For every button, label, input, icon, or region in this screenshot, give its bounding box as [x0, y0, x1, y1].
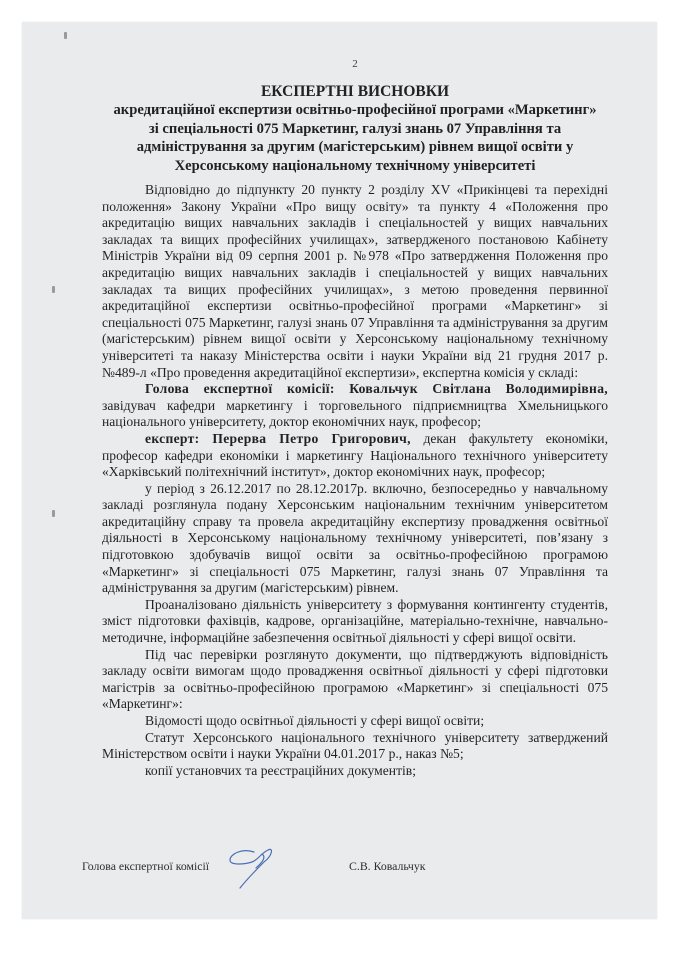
signatory-role: Голова експертної комісії: [82, 859, 210, 873]
document-list-item: Відомості щодо освітньої діяльності у сфері вищої освіти;: [145, 713, 485, 728]
document-list-item: Статут Херсонського національного технічного університету затверджений Міністерством освіти і науки України 04.01.2017 р., наказ №5;: [102, 729, 608, 762]
signatory-name: С.В. Ковальчук: [349, 859, 426, 873]
commission-head-paragraph: [102, 381, 608, 431]
subtitle-line: зі спеціальності 075 Маркетинг, галузі знань 07 Управління та: [148, 120, 562, 137]
analysis-paragraph: Проаналізовано діяльність університету з формування контингенту студентів, зміст підготовки фахівців, кадрове, організаційне, матеріально-технічне, навчально-методичне, інформаційне забезпечення освітньої діяльності у сфері вищої освіти.: [102, 596, 608, 646]
intro-paragraph: Відповідно до підпункту 20 пункту 2 розділу XV «Прикінцеві та перехідні положення» Закону України «Про вищу освіту» та пункту 4 «Положення про акредитацію вищих навчальних закладів і спеціальностей у вищих навчальних закладах та вищих професійних училищах», затвердженого постановою Кабінету Міністрів України від 09 серпня 2001 р. №978 «Про затвердження Положення про акредитацію вищих навчальних закладів і спеціальностей у вищих навчальних закладах та вищих професійних училищах», з метою проведення первинної акредитаційної експертизи освітньо-професійної програми «Маркетинг» зі спеціальності 075 Маркетинг, галузі знань 07 Управління та адміністрування за другим (магістерським) рівнем вищої освіти у Херсонському національному технічному університеті та наказу Міністерства освіти і науки України від 21 грудня 2017 р. №489-л «Про проведення акредитаційної експертизи», експертна комісія у складі:: [102, 182, 608, 380]
page-number: 2: [352, 58, 358, 70]
scanned-page: [22, 22, 657, 919]
document-title: ЕКСПЕРТНІ ВИСНОВКИ: [260, 83, 450, 100]
documents-intro-paragraph: Під час перевірки розглянуто документи, що підтверджують відповідність закладу освіти вимогам щодо провадження освітньої діяльності у сфері підготовки магістрів за освітньо-професійною програмою «Маркетинг» зі спеціальності 075 «Маркетинг»:: [102, 646, 608, 712]
expert-paragraph: [102, 431, 608, 481]
commission-head-label: Голова експертної комісії: Ковальчук Світлана Володимирівна,: [145, 381, 608, 397]
document-list-item: копії установчих та реєстраційних документів;: [145, 762, 416, 778]
subtitle-line: акредитаційної експертизи освітньо-професійної програми «Маркетинг»: [113, 102, 597, 118]
subtitle-line: адміністрування за другим (магістерським) рівнем вищої освіти у: [136, 139, 574, 156]
signature-icon: [222, 844, 292, 892]
document-body: [102, 182, 608, 779]
commission-head-details: завідувач кафедри маркетингу і торговельного підприємництва Хмельницького національного університету, доктор економічних наук, професор;: [102, 397, 608, 430]
expert-details: декан факультету економіки, професор кафедри економіки і маркетингу Національного технічного університету «Харківський політехнічний інститут», доктор економічних наук, професор;: [102, 430, 608, 480]
punch-mark: [52, 286, 55, 293]
signature-footer: [82, 858, 642, 898]
subtitle-line: Херсонському національному технічному університеті: [174, 157, 536, 174]
expert-label: експерт: Перерва Петро Григорович,: [145, 430, 411, 446]
punch-mark: [64, 32, 67, 39]
title-block: [94, 82, 616, 175]
period-paragraph: у період з 26.12.2017 по 28.12.2017р. включно, безпосередньо у навчальному закладі розглянула подану Херсонським національним технічним університетом акредитаційну справу та провела акредитаційну експертизу провадження освітньої діяльності в Херсонському національному технічному університеті, пов’язану з підготовкою здобувачів вищої освіти за освітньо-професійною програмою «Маркетинг» зі спеціальності 075 Маркетинг, галузі знань 07 Управління та адміністрування за другим (магістерським) рівнем.: [102, 480, 608, 596]
punch-mark: [52, 510, 55, 517]
